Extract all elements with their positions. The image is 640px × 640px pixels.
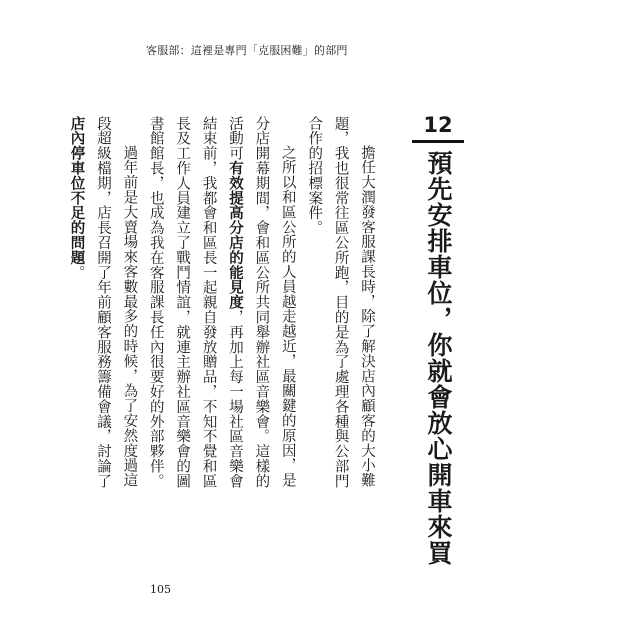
paragraph-3-emphasis: 店內停車位不足的問題: [68, 116, 85, 265]
paragraph-2: [142, 116, 300, 502]
paragraph-3-text-a: 過年前是大賣場來客數最多的時候，為了安然度過這段超級檔期，店長召開了年前顧客服務籌備會議，討論了: [94, 116, 138, 489]
paragraph-2-emphasis: 有效提高分店的能見度: [226, 160, 243, 310]
paragraph-1-text-a: 擔任大潤發客服課長時，除了解決店內顧客的大小難題，我也很常往區公所跑，目的是為了處理各種與公部門合作的招標案件。: [306, 116, 375, 489]
chapter-title: 預先安排車位，你就會放心開車來買: [424, 150, 453, 566]
paragraph-3: [63, 116, 142, 502]
paragraph-3-text-b: 。: [68, 265, 85, 280]
body-text: [63, 116, 380, 502]
paragraph-2-text-a: 之所以和區公所的人員越走越近，最關鍵的原因，是分店開幕期間，會和區公所共同舉辦社區音樂會。這樣的活動可: [226, 116, 296, 489]
paragraph-1: [301, 116, 380, 502]
running-header: 客服部：這裡是專門「克服困難」的部門: [146, 44, 348, 57]
page-number: 105: [150, 583, 171, 596]
paragraph-2-text-b: ，再加上每一場社區音樂會結束前，我都會和區長一起親自發放贈品，不知不覺和區長及工作人員建立了戰鬥情誼，就連主辦社區音樂會的圖書館館長，也成為我在客服課長任內很要好的外部夥伴。: [147, 116, 243, 489]
chapter-heading: [412, 112, 464, 566]
chapter-number: 12: [412, 112, 464, 143]
